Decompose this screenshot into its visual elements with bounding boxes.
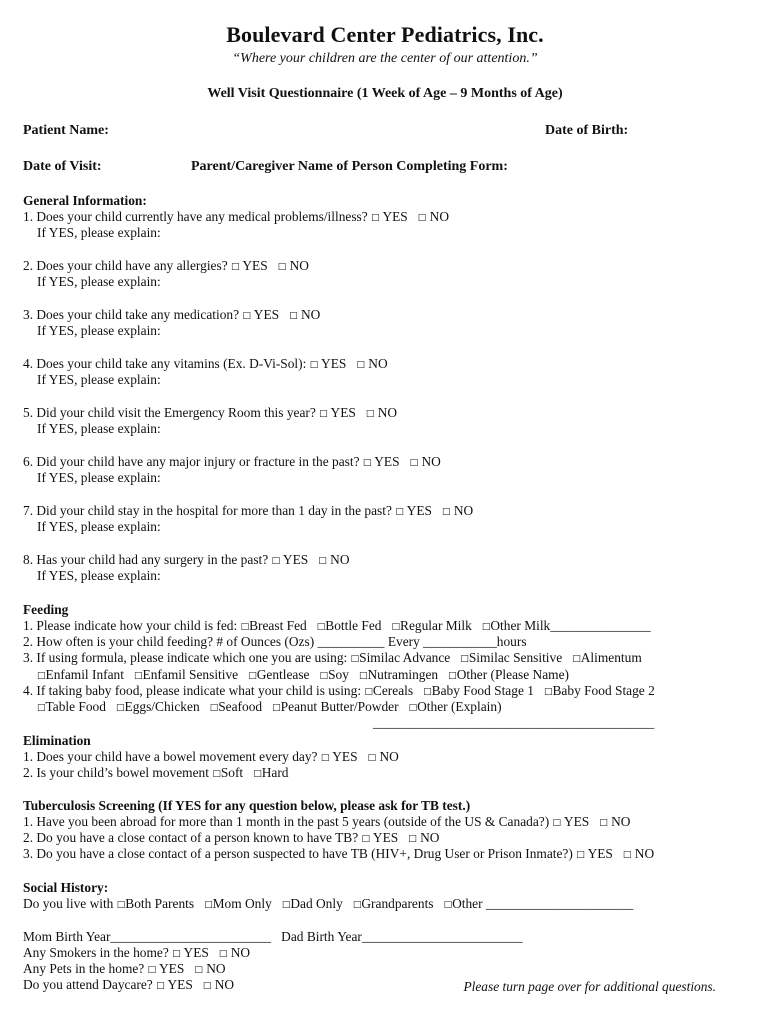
checkbox[interactable]: □: [364, 686, 373, 697]
birth-year-row: [23, 929, 753, 945]
option-label: Seafood: [218, 698, 263, 714]
option-label: Bottle Fed: [325, 618, 382, 633]
parent-name-field[interactable]: Parent/Caregiver Name of Person Completing Form:: [191, 159, 508, 174]
checkbox[interactable]: □: [552, 818, 562, 828]
general-heading: General Information:: [23, 193, 147, 208]
option-label: Nutramingen: [367, 666, 439, 682]
checkbox[interactable]: □: [316, 622, 326, 632]
yes-no-options[interactable]: □ YES □ NO: [576, 846, 655, 862]
dad-birth-year-field[interactable]: Dad Birth Year________________________: [281, 928, 523, 944]
checkbox[interactable]: □: [408, 834, 417, 845]
option-label: Soft: [220, 765, 244, 781]
checkbox[interactable]: □: [395, 506, 404, 517]
feeding-q4-options-b[interactable]: [37, 699, 502, 714]
option-label: Similac Advance: [359, 650, 451, 666]
general-question-8: 8. Has your child had any surgery in the past? □ YES □ NO: [23, 551, 350, 567]
checkbox[interactable]: □: [209, 702, 219, 713]
checkbox[interactable]: □: [134, 670, 143, 681]
checkbox[interactable]: □: [277, 261, 287, 272]
option-label: Grandparents: [361, 896, 434, 911]
general-question-2: 2. Does your child have any allergies? □ YES □ NO: [23, 257, 309, 273]
turn-page-note: Please turn page over for additional questions.: [463, 979, 716, 994]
checkbox[interactable]: □: [365, 408, 375, 419]
tb-heading: Tuberculosis Screening (If YES for any question below, please ask for TB test.): [23, 798, 471, 813]
elimination-section: [23, 733, 753, 781]
checkbox[interactable]: □: [448, 670, 457, 681]
checkbox[interactable]: □: [358, 670, 368, 681]
checkbox[interactable]: □: [231, 261, 240, 272]
tb-question-2: 2. Do you have a close contact of a person known to have TB? □ YES □ NO: [23, 830, 440, 846]
general-question-3: 3. Does your child take any medication? □ YES □ NO: [23, 306, 321, 322]
checkbox[interactable]: □: [361, 834, 371, 845]
checkbox[interactable]: □: [242, 310, 251, 321]
checkbox[interactable]: □: [622, 850, 632, 861]
smokers-yes-no[interactable]: □ YES □ NO: [172, 944, 251, 960]
elimination-q1: 1. Does your child have a bowel movement every day? □ YES □ NO: [23, 749, 399, 764]
clinic-title: Boulevard Center Pediatrics, Inc.: [226, 22, 544, 47]
explain-field[interactable]: If YES, please explain:: [37, 421, 161, 437]
feeding-q3-cont: [23, 667, 753, 683]
checkbox[interactable]: □: [417, 213, 427, 223]
checkbox[interactable]: □: [116, 702, 125, 713]
date-of-visit-field[interactable]: Date of Visit:: [23, 159, 102, 174]
option-label: Eggs/Chicken: [124, 698, 200, 714]
option-label: Dad Only: [290, 896, 343, 911]
feeding-q3: 3. If using formula, please indicate which one you are using: □Similac Advance □Similac Sensitive □Alimentum: [23, 650, 642, 666]
checkbox[interactable]: □: [194, 965, 203, 976]
feeding-q2[interactable]: 2. How often is your child feeding? # of Ounces (Ozs) __________ Every ___________hours: [23, 634, 527, 650]
feeding-q4: 4. If taking baby food, please indicate what your child is using: □Cereals □Baby Food Stage 1 □Baby Food Stage 2: [23, 682, 655, 698]
date-of-birth-field[interactable]: Date of Birth:: [545, 123, 629, 138]
general-information-section: [23, 193, 753, 584]
checkbox[interactable]: □: [309, 359, 319, 370]
yes-no-options[interactable]: □ YES □ NO: [395, 502, 474, 518]
option-label: Baby Food Stage 2: [552, 682, 655, 698]
feeding-heading: Feeding: [23, 602, 69, 617]
checkbox[interactable]: □: [271, 555, 281, 566]
daycare-yes-no[interactable]: □ YES □ NO: [156, 977, 235, 993]
checkbox[interactable]: □: [281, 900, 291, 910]
pets-yes-no[interactable]: □ YES □ NO: [147, 961, 226, 977]
explain-field[interactable]: If YES, please explain:: [37, 567, 161, 583]
checkbox[interactable]: □: [350, 654, 360, 665]
feeding-q4-cont: [23, 699, 753, 715]
yes-no-options[interactable]: □ YES □ NO: [231, 257, 309, 273]
option-label: Other (Explain): [417, 698, 502, 714]
checkbox[interactable]: □: [202, 981, 212, 992]
form-subtitle: Well Visit Questionnaire (1 Week of Age – 9 Months of Age): [207, 86, 563, 101]
yes-no-options[interactable]: □ YES □ NO: [362, 453, 441, 469]
checkbox[interactable]: □: [147, 965, 157, 976]
checkbox[interactable]: □: [320, 753, 330, 763]
elimination-q2: 2. Is your child’s bowel movement □Soft □Hard: [23, 765, 289, 781]
feeding-q3-options-b[interactable]: [37, 667, 569, 682]
checkbox[interactable]: □: [240, 622, 250, 632]
general-question-6: 6. Did your child have any major injury or fracture in the past? □ YES □ NO: [23, 453, 441, 469]
option-label: Mom Only: [212, 896, 272, 911]
option-label: Breast Fed: [249, 618, 307, 633]
option-label: Other (Please Name): [456, 666, 569, 682]
checkbox[interactable]: □: [319, 670, 329, 681]
checkbox[interactable]: □: [37, 670, 46, 681]
checkbox[interactable]: □: [371, 213, 380, 223]
yes-no-options[interactable]: □ YES □ NO: [242, 306, 321, 322]
yes-no-options[interactable]: □ YES □ NO: [552, 814, 631, 829]
explain-field[interactable]: If YES, please explain:: [37, 274, 161, 290]
tb-question-1: 1. Have you been abroad for more than 1 month in the past 5 years (outside of the US & Canada?) □ YES □ NO: [23, 814, 631, 829]
checkbox[interactable]: □: [212, 769, 221, 780]
smokers-row: Any Smokers in the home? □ YES □ NO: [23, 944, 251, 960]
checkbox[interactable]: □: [362, 457, 372, 468]
pets-row: Any Pets in the home? □ YES □ NO: [23, 961, 226, 977]
tb-question-3: 3. Do you have a close contact of a person suspected to have TB (HIV+, Drug User or Prison Inmate?) □ YES □ NO: [23, 846, 655, 862]
option-label: Both Parents: [125, 896, 195, 911]
explain-field[interactable]: If YES, please explain:: [37, 225, 161, 241]
checkbox[interactable]: □: [156, 981, 165, 992]
option-label: Baby Food Stage 1: [431, 682, 534, 698]
checkbox[interactable]: □: [289, 310, 298, 321]
option-label: Regular Milk: [400, 618, 472, 633]
patient-name-field[interactable]: Patient Name:: [23, 123, 109, 138]
explain-field[interactable]: If YES, please explain:: [37, 519, 161, 534]
checkbox[interactable]: □: [408, 702, 418, 713]
option-label: Hard: [261, 765, 289, 781]
checkbox[interactable]: □: [172, 948, 181, 959]
option-label: Cereals: [372, 682, 414, 698]
checkbox[interactable]: □: [460, 654, 469, 665]
social-heading: Social History:: [23, 880, 109, 895]
checkbox[interactable]: □: [116, 900, 126, 910]
mom-birth-year-field[interactable]: Mom Birth Year________________________: [23, 928, 272, 944]
checkbox[interactable]: □: [37, 702, 46, 713]
feeding-q1-options[interactable]: [241, 618, 651, 633]
general-questions: [23, 209, 753, 584]
checkbox[interactable]: □: [423, 686, 432, 697]
checkbox[interactable]: □: [253, 769, 262, 780]
feeding-section: [23, 602, 753, 731]
checkbox[interactable]: □: [543, 686, 553, 697]
checkbox[interactable]: □: [572, 654, 581, 665]
explain-field[interactable]: If YES, please explain:: [37, 372, 161, 388]
yes-no-options[interactable]: □ YES □ NO: [319, 404, 398, 420]
feeding-explain-line[interactable]: __________________________________________: [373, 715, 655, 731]
yes-no-options[interactable]: □ YES □ NO: [361, 830, 440, 846]
yes-no-options[interactable]: □ YES □ NO: [309, 355, 388, 371]
general-question-1: 1. Does your child currently have any medical problems/illness? □ YES □ NO: [23, 209, 450, 224]
elimination-q2-options[interactable]: [212, 765, 288, 780]
checkbox[interactable]: □: [391, 622, 401, 632]
checkbox[interactable]: □: [599, 818, 608, 828]
feeding-q3-options-a[interactable]: [351, 650, 642, 665]
option-label: Other Milk_______________: [490, 618, 651, 633]
elimination-heading: Elimination: [23, 733, 91, 748]
tb-screening-section: [23, 798, 753, 863]
tb-questions: [23, 814, 753, 863]
clinic-tagline: “Where your children are the center of our attention.”: [232, 51, 538, 66]
checkbox[interactable]: □: [204, 900, 213, 910]
yes-no-options[interactable]: □ YES □ NO: [371, 209, 450, 224]
option-label: Soy: [328, 666, 349, 682]
feeding-q4-options-a[interactable]: [364, 683, 654, 698]
explain-field[interactable]: If YES, please explain:: [37, 323, 161, 339]
general-question-4: 4. Does your child take any vitamins (Ex. D-Vi-Sol): □ YES □ NO: [23, 355, 388, 371]
checkbox[interactable]: □: [356, 359, 365, 370]
checkbox[interactable]: □: [481, 622, 491, 632]
checkbox[interactable]: □: [318, 555, 327, 566]
checkbox[interactable]: □: [248, 670, 257, 681]
elimination-q1-yes-no[interactable]: □ YES □ NO: [320, 749, 399, 764]
option-label: Gentlease: [256, 666, 310, 682]
explain-field[interactable]: If YES, please explain:: [37, 470, 161, 486]
feeding-q1: 1. Please indicate how your child is fed: □Breast Fed □Bottle Fed □Regular Milk □Other Milk_______________: [23, 618, 651, 633]
option-label: Other ______________________: [452, 896, 634, 911]
daycare-row: Do you attend Daycare? □ YES □ NO: [23, 977, 235, 993]
checkbox[interactable]: □: [409, 457, 419, 468]
checkbox[interactable]: □: [272, 702, 281, 713]
option-label: Table Food: [45, 698, 106, 714]
social-history-section: [23, 880, 753, 994]
checkbox[interactable]: □: [576, 850, 585, 861]
checkbox[interactable]: □: [319, 408, 328, 419]
general-question-5: 5. Did your child visit the Emergency Room this year? □ YES □ NO: [23, 404, 398, 420]
live-with-options[interactable]: [117, 896, 633, 911]
general-question-7: 7. Did your child stay in the hospital for more than 1 day in the past? □ YES □ NO: [23, 502, 474, 518]
option-label: Similac Sensitive: [468, 650, 563, 666]
option-label: Alimentum: [580, 650, 642, 666]
option-label: Enfamil Infant: [45, 666, 124, 682]
checkbox[interactable]: □: [352, 900, 362, 910]
option-label: Enfamil Sensitive: [142, 666, 239, 682]
checkbox[interactable]: □: [442, 506, 451, 517]
checkbox[interactable]: □: [367, 753, 377, 763]
yes-no-options[interactable]: □ YES □ NO: [271, 551, 350, 567]
checkbox[interactable]: □: [218, 948, 228, 959]
checkbox[interactable]: □: [443, 900, 453, 910]
live-with-row: Do you live with □Both Parents □Mom Only □Dad Only □Grandparents □Other ______________________: [23, 896, 634, 911]
option-label: Peanut Butter/Powder: [280, 698, 399, 714]
